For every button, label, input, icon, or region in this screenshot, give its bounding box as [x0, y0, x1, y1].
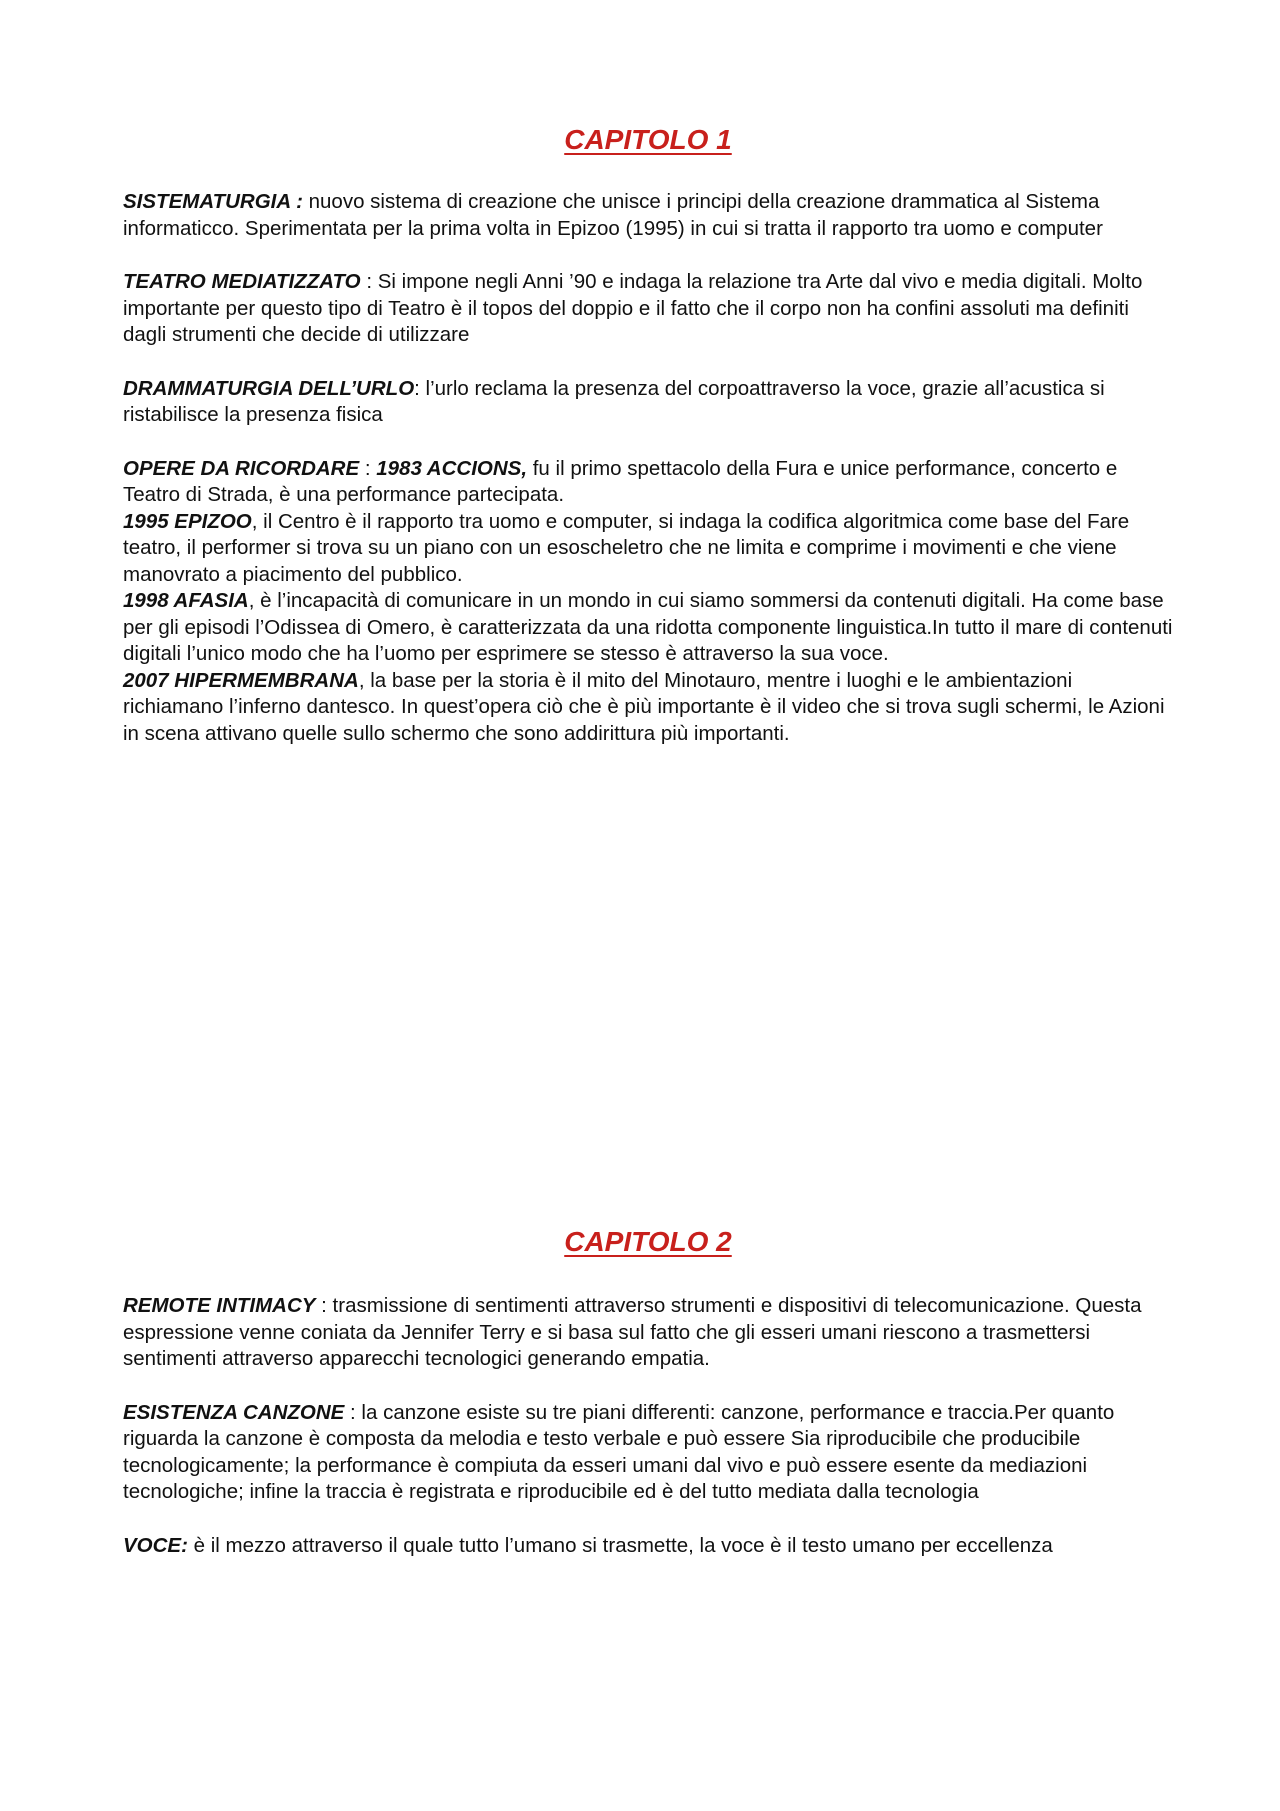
entry-term-secondary: 1983 ACCIONS, [376, 456, 528, 480]
entry-term: 2007 HIPERMEMBRANA [123, 668, 359, 692]
chapter-2 [123, 1226, 1173, 1559]
entry-text: , è l’incapacità di comunicare in un mondo in cui siamo sommersi da contenuti digitali. Ha come base per gli episodi l’Odissea di Omero, è caratterizzata da una ridotta componente linguistica.In tutto il mare di contenuti digitali l’unico modo che ha l’uomo per esprimere se stesso è attraverso la sua voce. [123, 589, 1173, 665]
entry-term: REMOTE INTIMACY [123, 1294, 316, 1317]
entry-drammaturgia-urlo [123, 376, 1173, 429]
entry-esistenza-canzone [123, 1400, 1173, 1506]
entry-term: VOCE: [123, 1533, 188, 1557]
entry-text: : [359, 456, 377, 480]
chapter-1 [123, 124, 1173, 747]
entry-epizoo [123, 509, 1173, 589]
entry-term: 1995 EPIZOO [123, 509, 252, 533]
entry-text: : trasmissione di sentimenti attraverso strumenti e dispositivi di telecomunicazione. Questa espressione venne coniata da Jennifer Terry e si basa sul fatto che gli esseri umani riescono a trasmettersi sentimenti attraverso apparecchi tecnologici generando empatia. [123, 1294, 1142, 1370]
entry-term: OPERE DA RICORDARE [123, 456, 360, 480]
entry-hipermembrana [123, 668, 1173, 748]
entry-text-secondary: fu il primo spettacolo della Fura e unice performance, concerto e Teatro di Strada, è una performance partecipata. [123, 456, 1118, 506]
chapter-title: CAPITOLO 2 [564, 1226, 732, 1257]
entry-text: , la base per la storia è il mito del Minotauro, mentre i luoghi e le ambientazioni richiamano l’inferno dantesco. In quest’opera ciò che è più importante è il video che si trova sugli schermi, le Azioni in scena attivano quelle sullo schermo che sono addirittura più importanti. [123, 668, 1165, 745]
chapter-title: CAPITOLO 1 [564, 124, 732, 155]
entry-text: , il Centro è il rapporto tra uomo e computer, si indaga la codifica algoritmica come base del Fare teatro, il performer si trova su un piano con un esoscheletro che ne limita e comprime i movimenti e che viene manovrato a piacimento del pubblico. [123, 509, 1130, 586]
entry-text: nuovo sistema di creazione che unisce i principi della creazione drammatica al Sistema informaticco. Sperimentata per la prima volta in Epizoo (1995) in cui si tratta il rapporto tra uomo e computer [123, 190, 1103, 240]
entry-term: DRAMMATURGIA DELL’URLO [123, 376, 415, 400]
entry-term: SISTEMATURGIA : [123, 190, 303, 213]
entry-term: TEATRO MEDIATIZZATO [123, 270, 361, 293]
entry-text: è il mezzo attraverso il quale tutto l’umano si trasmette, la voce è il testo umano per eccellenza [187, 1533, 1053, 1557]
entry-sistematurgia [123, 189, 1173, 242]
entry-term: ESISTENZA CANZONE [123, 1400, 345, 1424]
entry-voce [123, 1533, 1173, 1560]
entry-afasia [123, 588, 1173, 668]
entry-remote-intimacy [123, 1293, 1173, 1373]
entry-term: 1998 AFASIA [123, 589, 249, 612]
entry-text: : Si impone negli Anni ’90 e indaga la relazione tra Arte dal vivo e media digitali. Molto importante per questo tipo di Teatro è il topos del doppio e il fatto che il corpo non ha confini assoluti ma definiti dagli strumenti che decide di utilizzare [123, 270, 1143, 346]
entry-text: : la canzone esiste su tre piani differenti: canzone, performance e traccia.Per quanto riguarda la canzone è composta da melodia e testo verbale e può essere Sia riproducibile che producibile tecnologicamente; la performance è compiuta da esseri umani dal vivo e può essere esente da mediazioni tecnologiche; infine la traccia è registrata e riproducibile ed è del tutto mediata dalla tecnologia [123, 1400, 1115, 1503]
entry-opere-da-ricordare [123, 456, 1173, 509]
entry-text: : l’urlo reclama la presenza del corpoattraverso la voce, grazie all’acustica si ristabilisce la presenza fisica [123, 376, 1105, 426]
entry-teatro-mediatizzato [123, 269, 1173, 349]
